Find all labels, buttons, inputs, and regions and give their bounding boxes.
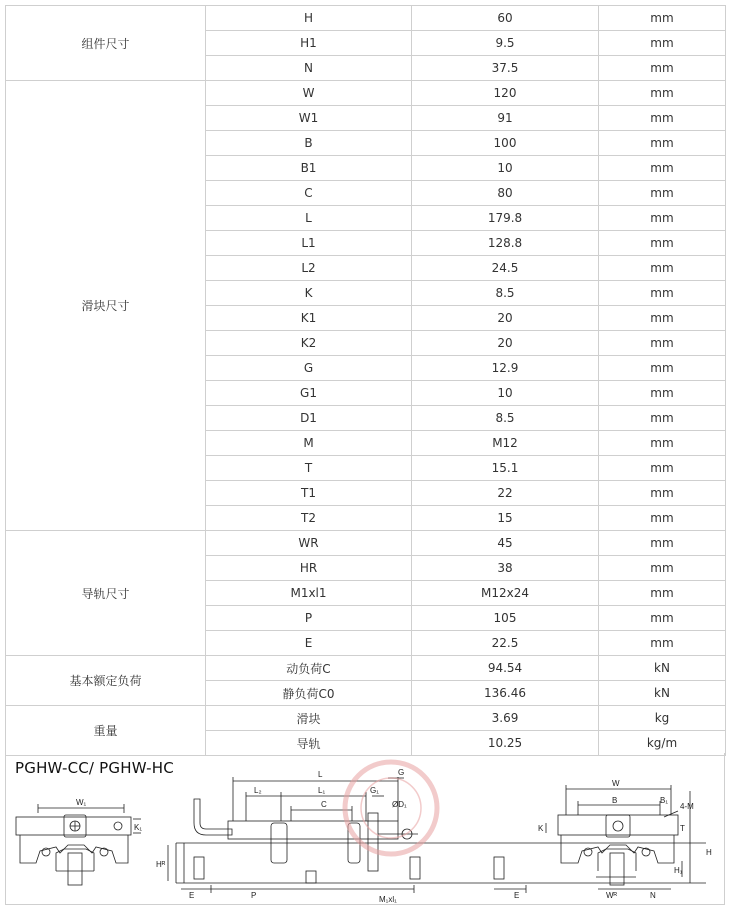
value-cell: 80 <box>412 181 599 206</box>
param-cell: M <box>206 431 412 456</box>
value-cell: 12.9 <box>412 356 599 381</box>
label-w1: W₁ <box>76 798 87 807</box>
label-l: L <box>318 770 323 779</box>
value-cell: 94.54 <box>412 656 599 681</box>
param-cell: G <box>206 356 412 381</box>
unit-cell: mm <box>599 381 726 406</box>
value-cell: 45 <box>412 531 599 556</box>
label-w: W <box>612 779 620 788</box>
label-b1: B₁ <box>660 796 669 805</box>
param-cell: T1 <box>206 481 412 506</box>
param-cell: 滑块 <box>206 706 412 731</box>
label-d1: ØD₁ <box>392 800 407 809</box>
param-cell: WR <box>206 531 412 556</box>
spec-table-body <box>6 6 726 756</box>
group-label: 滑块尺寸 <box>6 81 206 531</box>
table-row <box>6 656 726 681</box>
drawing-title: PGHW-CC/ PGHW-HC <box>15 759 174 777</box>
param-cell: K2 <box>206 331 412 356</box>
value-cell: 128.8 <box>412 231 599 256</box>
label-l1: L₁ <box>318 786 326 795</box>
label-k1: K₁ <box>134 823 143 832</box>
unit-cell: mm <box>599 106 726 131</box>
unit-cell: mm <box>599 281 726 306</box>
value-cell: 15 <box>412 506 599 531</box>
label-c: C <box>321 800 327 809</box>
unit-cell: mm <box>599 631 726 656</box>
value-cell: 10.25 <box>412 731 599 756</box>
value-cell: 60 <box>412 6 599 31</box>
label-k: K <box>538 824 544 833</box>
unit-cell: mm <box>599 406 726 431</box>
group-label: 导轨尺寸 <box>6 531 206 656</box>
param-cell: 动负荷C <box>206 656 412 681</box>
label-g1: G₁ <box>370 786 379 795</box>
value-cell: M12 <box>412 431 599 456</box>
unit-cell: mm <box>599 481 726 506</box>
value-cell: M12x24 <box>412 581 599 606</box>
param-cell: M1xl1 <box>206 581 412 606</box>
unit-cell: mm <box>599 231 726 256</box>
table-row <box>6 531 726 556</box>
unit-cell: mm <box>599 131 726 156</box>
value-cell: 22.5 <box>412 631 599 656</box>
value-cell: 10 <box>412 381 599 406</box>
param-cell: 静负荷C0 <box>206 681 412 706</box>
unit-cell: mm <box>599 506 726 531</box>
param-cell: B <box>206 131 412 156</box>
param-cell: G1 <box>206 381 412 406</box>
unit-cell: mm <box>599 531 726 556</box>
product-drawing-panel <box>5 753 725 905</box>
param-cell: W <box>206 81 412 106</box>
param-cell: C <box>206 181 412 206</box>
value-cell: 24.5 <box>412 256 599 281</box>
param-cell: H <box>206 6 412 31</box>
unit-cell: mm <box>599 356 726 381</box>
param-cell: H1 <box>206 31 412 56</box>
unit-cell: mm <box>599 306 726 331</box>
value-cell: 8.5 <box>412 281 599 306</box>
value-cell: 20 <box>412 306 599 331</box>
value-cell: 20 <box>412 331 599 356</box>
group-label: 重量 <box>6 706 206 756</box>
param-cell: T2 <box>206 506 412 531</box>
label-h: H <box>706 848 712 857</box>
unit-cell: mm <box>599 581 726 606</box>
table-row <box>6 706 726 731</box>
unit-cell: mm <box>599 181 726 206</box>
value-cell: 100 <box>412 131 599 156</box>
unit-cell: mm <box>599 156 726 181</box>
param-cell: B1 <box>206 156 412 181</box>
label-wr: Wᴿ <box>606 891 618 900</box>
param-cell: K <box>206 281 412 306</box>
label-e-left: E <box>189 891 195 900</box>
dimension-drawing <box>6 753 724 905</box>
label-g: G <box>398 768 405 777</box>
unit-cell: kg <box>599 706 726 731</box>
value-cell: 136.46 <box>412 681 599 706</box>
label-h1: H₁ <box>674 866 683 875</box>
value-cell: 38 <box>412 556 599 581</box>
param-cell: HR <box>206 556 412 581</box>
end-view-right <box>546 785 690 889</box>
unit-cell: mm <box>599 456 726 481</box>
value-cell: 179.8 <box>412 206 599 231</box>
unit-cell: mm <box>599 556 726 581</box>
end-view-left <box>16 804 141 885</box>
label-l2: L₂ <box>254 786 262 795</box>
value-cell: 8.5 <box>412 406 599 431</box>
table-row <box>6 81 726 106</box>
value-cell: 37.5 <box>412 56 599 81</box>
param-cell: W1 <box>206 106 412 131</box>
unit-cell: mm <box>599 606 726 631</box>
label-hr: Hᴿ <box>156 860 166 869</box>
value-cell: 91 <box>412 106 599 131</box>
label-b: B <box>612 796 618 805</box>
unit-cell: mm <box>599 431 726 456</box>
label-t: T <box>680 824 685 833</box>
label-e-right: E <box>514 891 520 900</box>
value-cell: 105 <box>412 606 599 631</box>
table-row <box>6 6 726 31</box>
unit-cell: mm <box>599 206 726 231</box>
label-4m: 4-M <box>680 802 694 811</box>
unit-cell: mm <box>599 256 726 281</box>
unit-cell: kN <box>599 681 726 706</box>
param-cell: T <box>206 456 412 481</box>
param-cell: P <box>206 606 412 631</box>
param-cell: N <box>206 56 412 81</box>
unit-cell: mm <box>599 56 726 81</box>
param-cell: L2 <box>206 256 412 281</box>
group-label: 基本额定负荷 <box>6 656 206 706</box>
unit-cell: kN <box>599 656 726 681</box>
param-cell: 导轨 <box>206 731 412 756</box>
param-cell: K1 <box>206 306 412 331</box>
unit-cell: mm <box>599 331 726 356</box>
value-cell: 3.69 <box>412 706 599 731</box>
param-cell: L1 <box>206 231 412 256</box>
unit-cell: mm <box>599 81 726 106</box>
unit-cell: mm <box>599 6 726 31</box>
value-cell: 120 <box>412 81 599 106</box>
param-cell: D1 <box>206 406 412 431</box>
param-cell: E <box>206 631 412 656</box>
value-cell: 22 <box>412 481 599 506</box>
label-m1l1: M₁xl₁ <box>379 895 397 904</box>
unit-cell: kg/m <box>599 731 726 756</box>
group-label: 组件尺寸 <box>6 6 206 81</box>
value-cell: 15.1 <box>412 456 599 481</box>
param-cell: L <box>206 206 412 231</box>
spec-table <box>5 5 726 756</box>
watermark-seal <box>345 762 437 854</box>
value-cell: 9.5 <box>412 31 599 56</box>
value-cell: 10 <box>412 156 599 181</box>
label-p: P <box>251 891 257 900</box>
label-n: N <box>650 891 656 900</box>
unit-cell: mm <box>599 31 726 56</box>
